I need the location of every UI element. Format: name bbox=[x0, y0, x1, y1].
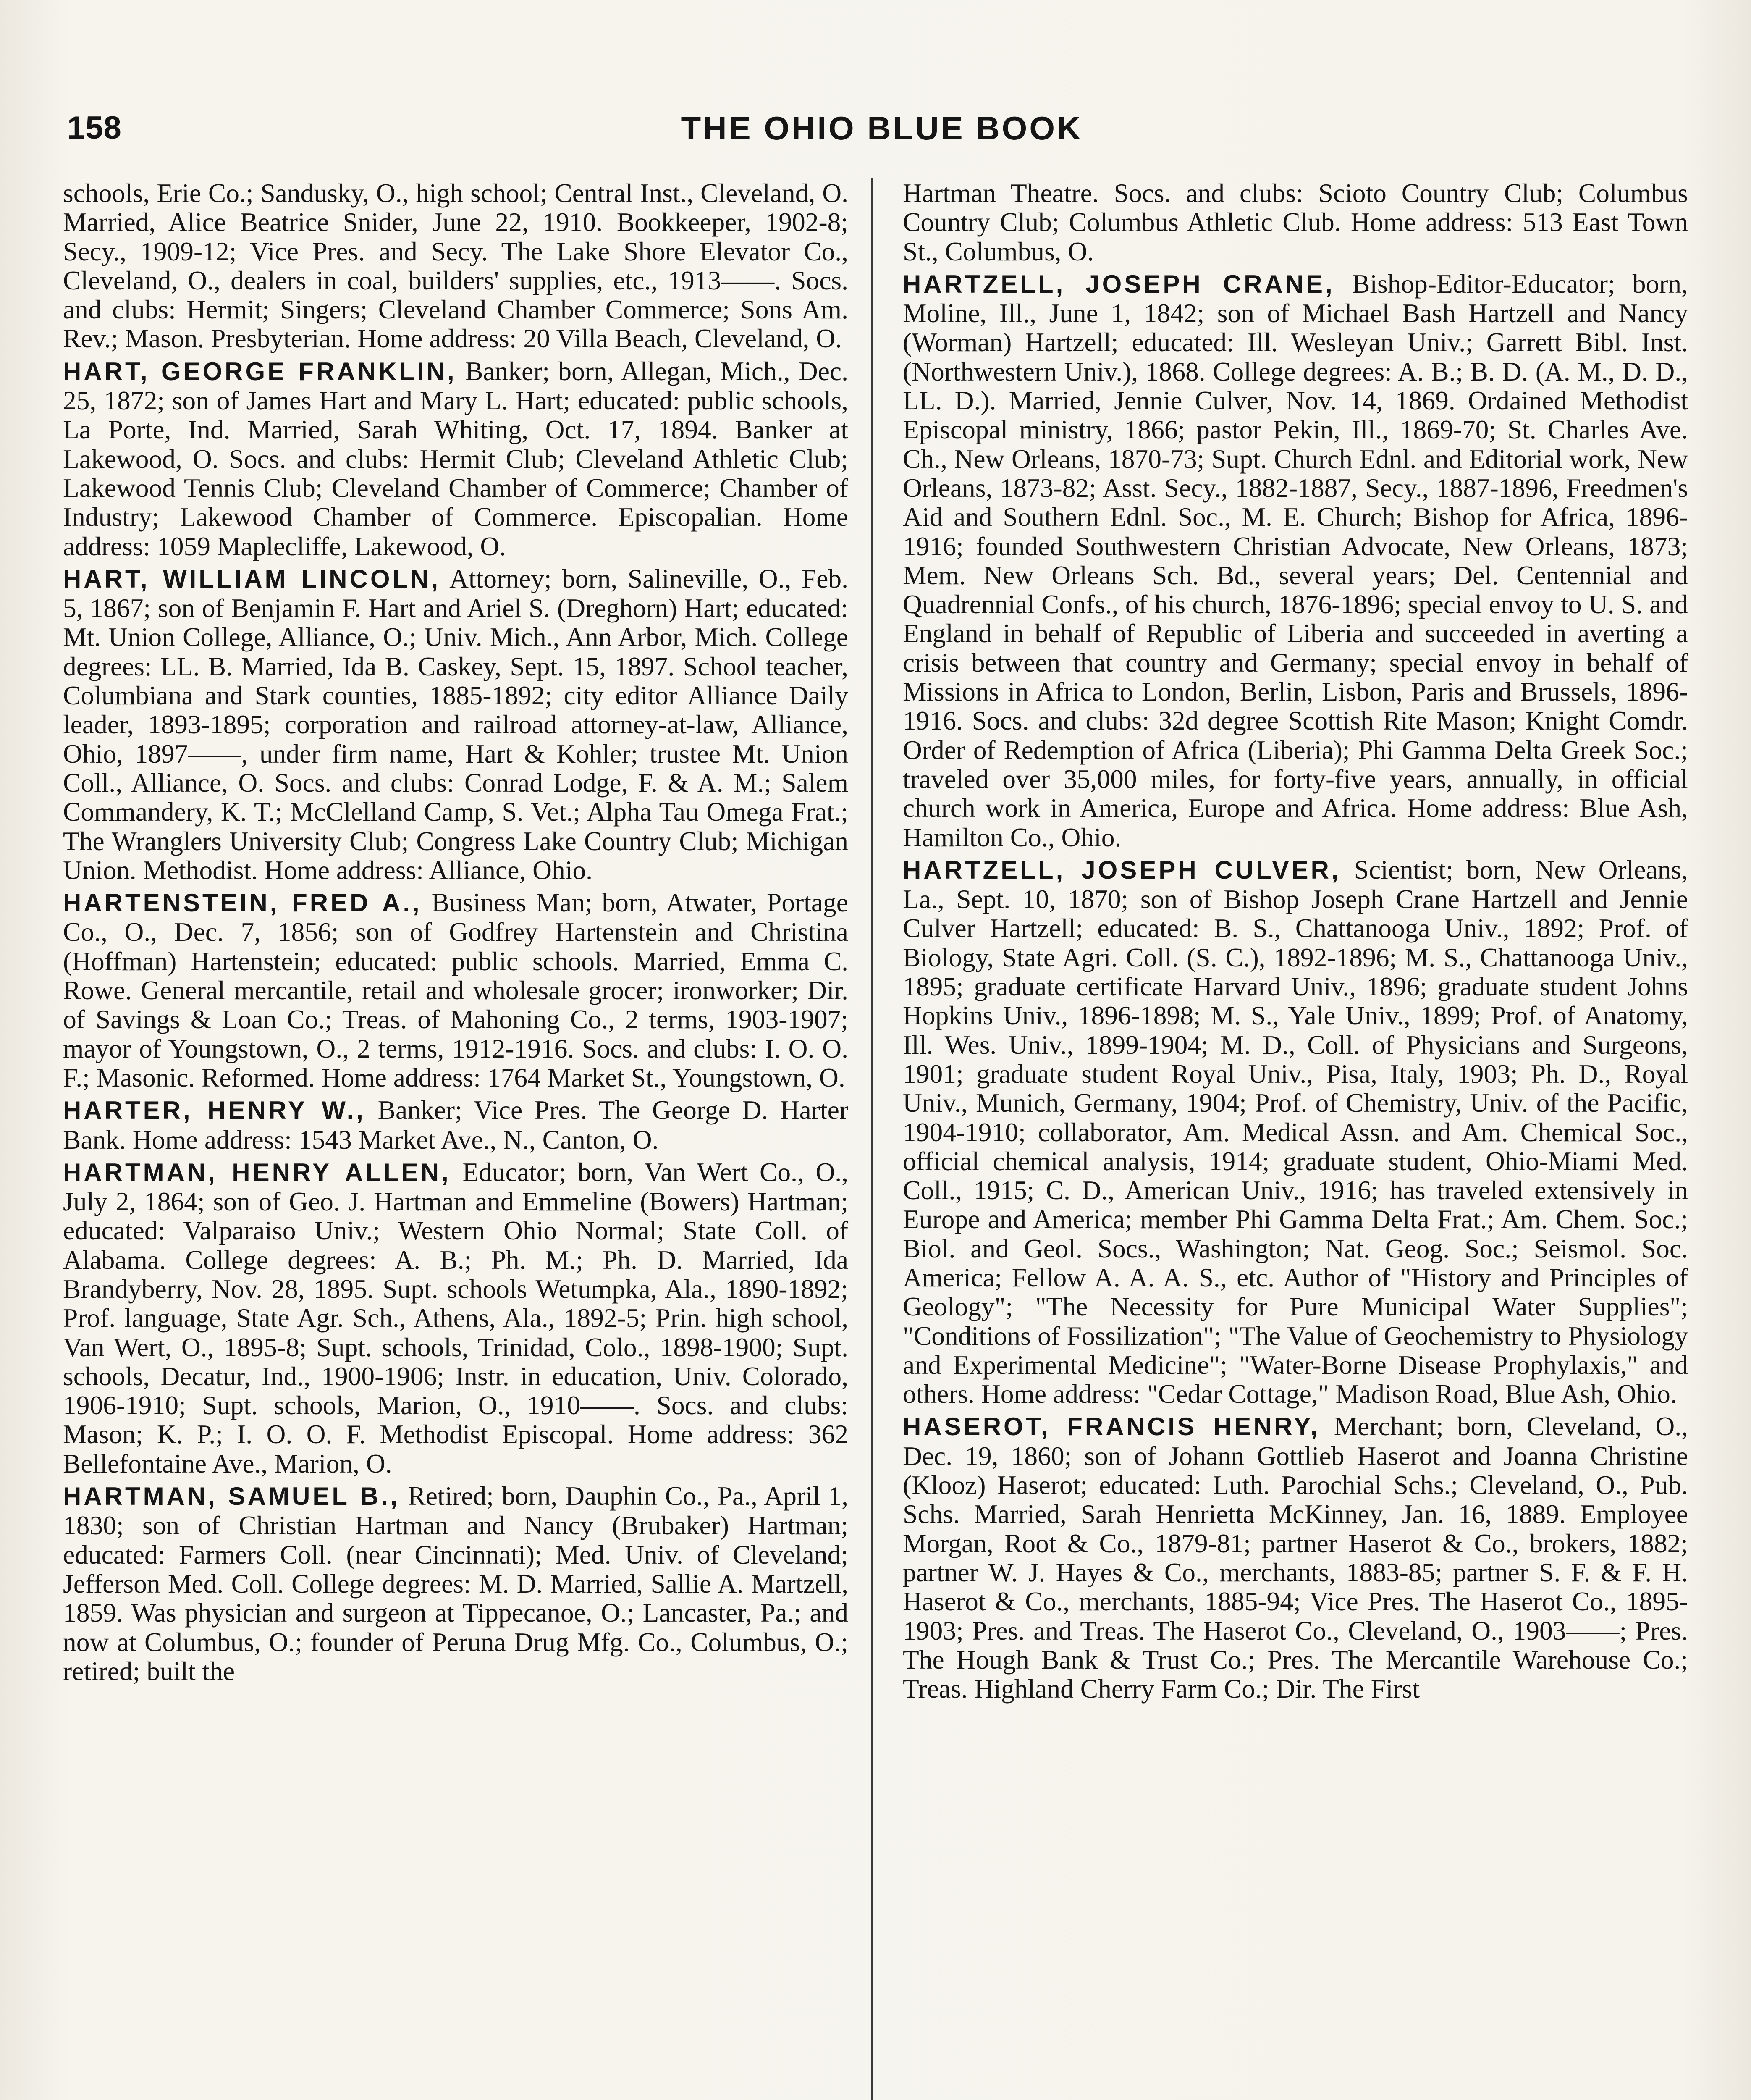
entry-name: HARTZELL, JOSEPH CRANE, bbox=[903, 270, 1335, 298]
biography-continuation bbox=[903, 178, 1688, 266]
biography-entry bbox=[63, 357, 848, 561]
left-column bbox=[63, 178, 848, 1689]
entry-name: HARTER, HENRY W., bbox=[63, 1096, 366, 1125]
entry-name: HART, GEORGE FRANKLIN, bbox=[63, 357, 457, 386]
biography-entry bbox=[63, 564, 848, 885]
entry-name: HASEROT, FRANCIS HENRY, bbox=[903, 1412, 1320, 1441]
biography-entry bbox=[63, 888, 848, 1092]
entry-text: Banker; born, Allegan, Mich., Dec. 25, 1872; son of James Hart and Mary L. Hart; educated: public schools, La Porte, Ind. Married, Sarah Whiting, Oct. 17, 1894. Banker at Lakewood, O. Socs. and clubs: Hermit Club; Cleveland Athletic Club; Lakewood Tennis Club; Cleveland Chamber of Commerce; Chamber of Industry; Lakewood Chamber of Commerce. Episcopalian. Home address: 1059 Maplecliffe, Lakewood, O. bbox=[63, 356, 848, 561]
page-header bbox=[67, 107, 1696, 153]
entry-text: Attorney; born, Salineville, O., Feb. 5, 1867; son of Benjamin F. Hart and Ariel S. (Dreghorn) Hart; educated: Mt. Union College, Alliance, O.; Univ. Mich., Ann Arbor, Mich. College degrees: LL. B. Married, Ida B. Caskey, Sept. 15, 1897. School teacher, Columbiana and Stark counties, 1885-1892; city editor Alliance Daily leader, 1893-1895; corporation and railroad attorney-at-law, Alliance, Ohio, 1897——, under firm name, Hart & Kohler; trustee Mt. Union Coll., Alliance, O. Socs. and clubs: Conrad Lodge, F. & A. M.; Salem Commandery, K. T.; McClelland Camp, S. Vet.; Alpha Tau Omega Frat.; The Wranglers University Club; Congress Lake Country Club; Michigan Union. Methodist. Home address: Alliance, Ohio. bbox=[63, 563, 848, 885]
entry-text: Banker; Vice Pres. The George D. Harter Bank. Home address: 1543 Market Ave., N., Canton, O. bbox=[63, 1095, 848, 1155]
entry-text: Bishop-Editor-Educator; born, Moline, Ill., June 1, 1842; son of Michael Bash Hartzell and Nancy (Worman) Hartzell; educated: Ill. Wesleyan Univ.; Garrett Bibl. Inst. (Northwestern Univ.), 1868. College degrees: A. B.; B. D. (A. M., D. D., LL. D.). Married, Jennie Culver, Nov. 14, 1869. Ordained Methodist Episcopal ministry, 1866; pastor Pekin, Ill., 1869-70; St. Charles Ave. Ch., New Orleans, 1870-73; Supt. Church Ednl. and Editorial work, New Orleans, 1873-82; Asst. Secy., 1882-1887, Secy., 1887-1896, Freedmen's Aid and Southern Ednl. Soc., M. E. Church; Bishop for Africa, 1896-1916; founded Southwestern Christian Advocate, New Orleans, 1873; Mem. New Orleans Sch. Bd., several years; Del. Centennial and Quadrennial Confs., of his church, 1876-1896; special envoy to U. S. and England in behalf of Republic of Liberia and succeeded in averting a crisis between that country and Germany; special envoy in behalf of Missions in Africa to London, Berlin, Lisbon, Paris and Brussels, 1896-1916. Socs. and clubs: 32d degree Scottish Rite Mason; Knight Comdr. Order of Redemption of Africa (Liberia); Phi Gamma Delta Greek Soc.; traveled over 35,000 miles, for forty-five years, annually, in official church work in America, Europe and Africa. Home address: Blue Ash, Hamilton Co., Ohio. bbox=[903, 268, 1688, 852]
entry-text: Retired; born, Dauphin Co., Pa., April 1, 1830; son of Christian Hartman and Nancy (Brubaker) Hartman; educated: Farmers Coll. (near Cincinnati); Med. Univ. of Cleveland; Jefferson Med. Coll. College degrees: M. D. Married, Sallie A. Martzell, 1859. Was physician and surgeon at Tippecanoe, O.; Lancaster, Pa.; and now at Columbus, O.; founder of Peruna Drug Mfg. Co., Columbus, O.; retired; built the bbox=[63, 1481, 848, 1686]
entry-text: schools, Erie Co.; Sandusky, O., high school; Central Inst., Cleveland, O. Married, Alice Beatrice Snider, June 22, 1910. Bookkeeper, 1902-8; Secy., 1909-12; Vice Pres. and Secy. The Lake Shore Elevator Co., Cleveland, O., dealers in coal, builders' supplies, etc., 1913——. Socs. and clubs: Hermit; Singers; Cleveland Chamber Commerce; Sons Am. Rev.; Mason. Presbyterian. Home address: 20 Villa Beach, Cleveland, O. bbox=[63, 178, 848, 354]
entry-name: HARTENSTEIN, FRED A., bbox=[63, 889, 422, 917]
entry-name: HARTMAN, SAMUEL B., bbox=[63, 1482, 400, 1511]
entry-name: HART, WILLIAM LINCOLN, bbox=[63, 564, 441, 593]
entry-text: Business Man; born, Atwater, Portage Co., O., Dec. 7, 1856; son of Godfrey Hartenstein and Christina (Hoffman) Hartenstein; educated: public schools. Married, Emma C. Rowe. General mercantile, retail and wholesale grocer; ironworker; Dir. of Savings & Loan Co.; Treas. of Mahoning Co., 2 terms, 1903-1907; mayor of Youngstown, O., 2 terms, 1912-1916. Socs. and clubs: I. O. O. F.; Masonic. Reformed. Home address: 1764 Market St., Youngstown, O. bbox=[63, 887, 848, 1092]
biography-entry bbox=[63, 1095, 848, 1154]
page-number: 158 bbox=[67, 110, 122, 146]
entry-text: Hartman Theatre. Socs. and clubs: Scioto Country Club; Columbus Country Club; Columbus Athletic Club. Home address: 513 East Town St., Columbus, O. bbox=[903, 178, 1688, 266]
biography-entry bbox=[63, 1481, 848, 1685]
entry-text: Merchant; born, Cleveland, O., Dec. 19, 1860; son of Johann Gottlieb Haserot and Joanna Christine (Klooz) Haserot; educated: Luth. Parochial Schs.; Cleveland, O., Pub. Schs. Married, Sarah Henrietta McKinney, Jan. 16, 1889. Employee Morgan, Root & Co., 1879-81; partner Haserot & Co., brokers, 1882; partner W. J. Hayes & Co., merchants, 1883-85; partner S. F. & F. H. Haserot & Co., merchants, 1885-94; Vice Pres. The Haserot Co., 1895-1903; Pres. and Treas. The Haserot Co., Cleveland, O., 1903——; Pres. The Hough Bank & Trust Co.; Pres. The Mercantile Warehouse Co.; Treas. Highland Cherry Farm Co.; Dir. The First bbox=[903, 1411, 1688, 1704]
biography-entry bbox=[63, 1158, 848, 1478]
entry-text: Scientist; born, New Orleans, La., Sept. 10, 1870; son of Bishop Joseph Crane Hartzell and Jennie Culver Hartzell; educated: B. S., Chattanooga Univ., 1892; Prof. of Biology, State Agri. Coll. (S. C.), 1892-1896; M. S., Chattanooga Univ., 1895; graduate certificate Harvard Univ., 1896; graduate student Johns Hopkins Univ., 1896-1898; M. S., Yale Univ., 1899; Prof. of Anatomy, Ill. Wes. Univ., 1899-1904; M. D., Coll. of Physicians and Surgeons, 1901; graduate student Royal Univ., Pisa, Italy, 1903; Ph. D., Royal Univ., Munich, Germany, 1904; Prof. of Chemistry, Univ. of the Pacific, 1904-1910; collaborator, Am. Medical Assn. and Am. Chemical Soc., official chemical analysis, 1914; graduate student, Ohio-Miami Med. Coll., 1915; C. D., American Univ., 1916; has traveled extensively in Europe and America; member Phi Gamma Delta Frat.; Am. Chem. Soc.; Biol. and Geol. Socs., Washington; Nat. Geog. Soc.; Seismol. Soc. America; Fellow A. A. A. S., etc. Author of "History and Principles of Geology"; "The Necessity for Pure Municipal Water Supplies"; "Conditions of Fossilization"; "The Value of Geochemistry to Physiology and Experimental Medicine"; "Water-Borne Disease Prophylaxis," and others. Home address: "Cedar Cottage," Madison Road, Blue Ash, Ohio. bbox=[903, 854, 1688, 1409]
column-divider bbox=[871, 178, 873, 2100]
biography-entry bbox=[903, 855, 1688, 1409]
biography-entry bbox=[903, 1412, 1688, 1703]
biography-entry bbox=[903, 269, 1688, 852]
entry-text: Educator; born, Van Wert Co., O., July 2, 1864; son of Geo. J. Hartman and Emmeline (Bowers) Hartman; educated: Valparaiso Univ.; Western Ohio Normal; State Coll. of Alabama. College degrees: A. B.; Ph. M.; Ph. D. Married, Ida Brandyberry, Nov. 28, 1895. Supt. schools Wetumpka, Ala., 1890-1892; Prof. language, State Agr. Sch., Athens, Ala., 1892-5; Prin. high school, Van Wert, O., 1895-8; Supt. schools, Trinidad, Colo., 1898-1900; Supt. schools, Decatur, Ind., 1900-1906; Instr. in education, Univ. Colorado, 1906-1910; Supt. schools, Marion, O., 1910——. Socs. and clubs: Mason; K. P.; I. O. O. F. Methodist Episcopal. Home address: 362 Bellefontaine Ave., Marion, O. bbox=[63, 1157, 848, 1478]
right-column bbox=[903, 178, 1688, 1706]
entry-name: HARTMAN, HENRY ALLEN, bbox=[63, 1158, 451, 1186]
running-title: THE OHIO BLUE BOOK bbox=[681, 110, 1083, 147]
entry-name: HARTZELL, JOSEPH CULVER, bbox=[903, 856, 1341, 884]
biography-continuation bbox=[63, 178, 848, 353]
